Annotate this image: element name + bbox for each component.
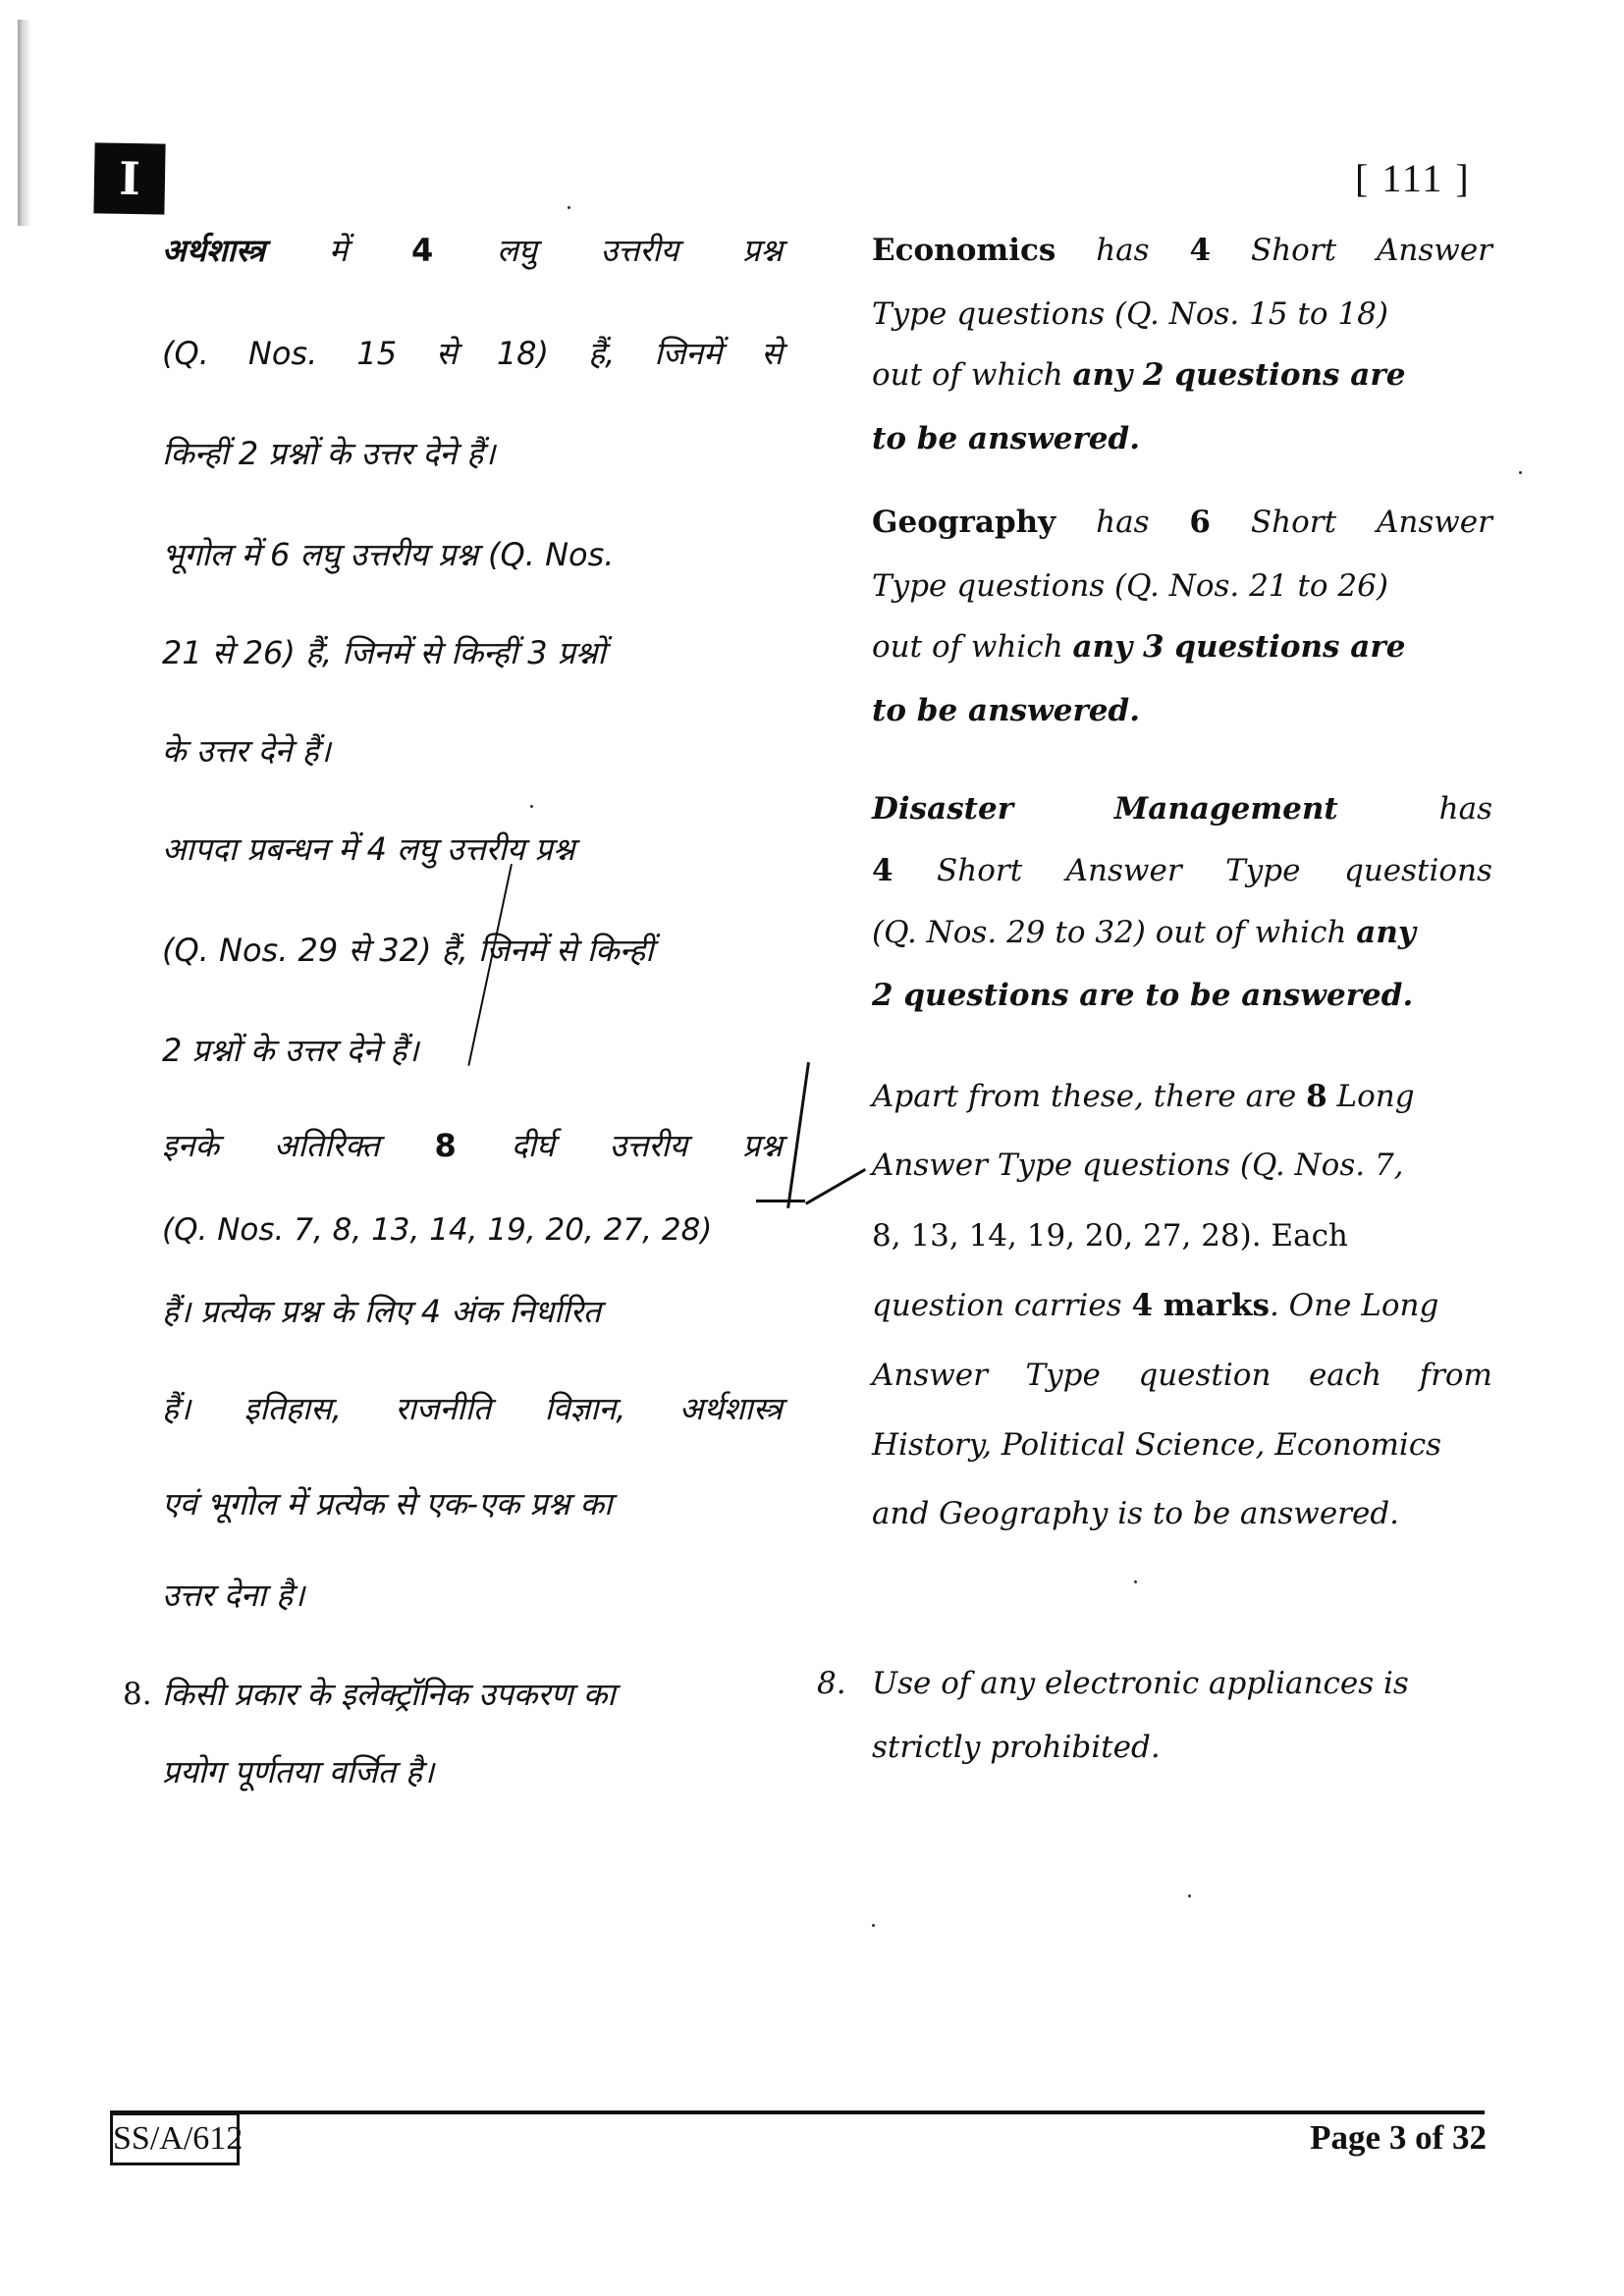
scan-speck bbox=[1519, 471, 1522, 474]
english-item-8-line-1: Use of any electronic appliances is bbox=[872, 1666, 1409, 1701]
hindi-long-answer-line-2: (Q. Nos. 7, 8, 13, 14, 19, 20, 27, 28) bbox=[162, 1212, 713, 1248]
hindi-geography-line-2: 21 से 26) हैं, जिनमें से किन्हीं 3 प्रश्नों bbox=[162, 634, 606, 671]
english-long-answer-line-7: and Geography is to be answered. bbox=[872, 1496, 1400, 1531]
english-disaster-line-4: 2 questions are to be answered. bbox=[872, 978, 1414, 1013]
english-economics-line-1: Economics has 4 Short Answer bbox=[872, 233, 1492, 268]
hindi-long-answer-line-5: एवं भूगोल में प्रत्येक से एक-एक प्रश्न का bbox=[162, 1485, 613, 1522]
scan-speck bbox=[1134, 1580, 1137, 1583]
english-long-answer-line-6: History, Political Science, Economics bbox=[872, 1427, 1442, 1463]
hindi-economics-line-2: (Q. Nos. 15 से 18) हैं, जिनमें से bbox=[162, 335, 783, 372]
pen-mark-underline bbox=[756, 1200, 805, 1202]
hindi-economics-line-1: अर्थशास्त्र में 4 लघु उत्तरीय प्रश्न bbox=[162, 232, 783, 269]
english-disaster-line-3: (Q. Nos. 29 to 32) out of which any bbox=[872, 915, 1416, 950]
page-code: [ 111 ] bbox=[1355, 156, 1471, 200]
hindi-long-answer-line-3: हैं। प्रत्येक प्रश्न के लिए 4 अंक निर्धारित bbox=[162, 1293, 602, 1330]
english-long-answer-line-4: question carries 4 marks. One Long bbox=[872, 1288, 1439, 1323]
hindi-item-8-number: 8. bbox=[123, 1677, 152, 1712]
scan-speck bbox=[872, 1924, 875, 1927]
english-long-answer-line-3: 8, 13, 14, 19, 20, 27, 28). Each bbox=[872, 1218, 1348, 1254]
footer-rule bbox=[110, 2110, 1485, 2114]
hindi-item-8-line-2: प्रयोग पूर्णतया वर्जित है। bbox=[162, 1753, 435, 1790]
hindi-item-8-line-1: किसी प्रकार के इलेक्ट्रॉनिक उपकरण का bbox=[162, 1676, 616, 1713]
english-long-answer-line-2: Answer Type questions (Q. Nos. 7, bbox=[872, 1148, 1404, 1183]
hindi-disaster-line-3: 2 प्रश्नों के उत्तर देने हैं। bbox=[162, 1032, 419, 1069]
hindi-geography-line-3: के उत्तर देने हैं। bbox=[162, 732, 331, 770]
english-disaster-line-1: Disaster Management has bbox=[872, 791, 1492, 827]
pen-mark-arrow bbox=[805, 1168, 866, 1205]
paper-code: SS/A/612 bbox=[110, 2112, 240, 2165]
hindi-economics-line-3: किन्हीं 2 प्रश्नों के उत्तर देने हैं। bbox=[162, 435, 496, 472]
scan-speck bbox=[530, 805, 533, 808]
english-economics-line-4: to be answered. bbox=[872, 421, 1140, 456]
hindi-disaster-line-1: आपदा प्रबन्धन में 4 लघु उत्तरीय प्रश्न bbox=[162, 830, 575, 868]
pen-mark-vertical bbox=[786, 1062, 810, 1208]
hindi-long-answer-line-1: इनके अतिरिक्त 8 दीर्घ उत्तरीय प्रश्न bbox=[162, 1127, 783, 1164]
scan-edge-artifact bbox=[18, 20, 31, 226]
english-item-8-number: 8. bbox=[817, 1666, 846, 1701]
scan-speck bbox=[1188, 1895, 1191, 1897]
hindi-long-answer-line-6: उत्तर देना है। bbox=[162, 1576, 305, 1614]
english-geography-line-1: Geography has 6 Short Answer bbox=[872, 505, 1492, 540]
english-geography-line-4: to be answered. bbox=[872, 693, 1140, 728]
hindi-geography-line-1: भूगोल में 6 लघु उत्तरीय प्रश्न (Q. Nos. bbox=[162, 536, 615, 573]
english-item-8-line-2: strictly prohibited. bbox=[872, 1730, 1161, 1765]
scan-speck bbox=[568, 206, 570, 209]
hindi-disaster-line-2: (Q. Nos. 29 से 32) हैं, जिनमें से किन्हीं bbox=[162, 932, 654, 969]
english-economics-line-3: out of which any 2 questions are bbox=[872, 357, 1406, 393]
set-label-badge: I bbox=[93, 142, 165, 214]
english-geography-line-3: out of which any 3 questions are bbox=[872, 629, 1406, 665]
page-indicator: Page 3 of 32 bbox=[1310, 2118, 1487, 2157]
english-long-answer-line-5: Answer Type question each from bbox=[872, 1358, 1492, 1393]
hindi-long-answer-line-4: हैं। इतिहास, राजनीति विज्ञान, अर्थशास्त्र bbox=[162, 1390, 783, 1427]
english-geography-line-2: Type questions (Q. Nos. 21 to 26) bbox=[872, 568, 1388, 604]
english-disaster-line-2: 4 Short Answer Type questions bbox=[872, 853, 1492, 888]
english-economics-line-2: Type questions (Q. Nos. 15 to 18) bbox=[872, 296, 1388, 332]
english-long-answer-line-1: Apart from these, there are 8 Long bbox=[872, 1079, 1415, 1114]
